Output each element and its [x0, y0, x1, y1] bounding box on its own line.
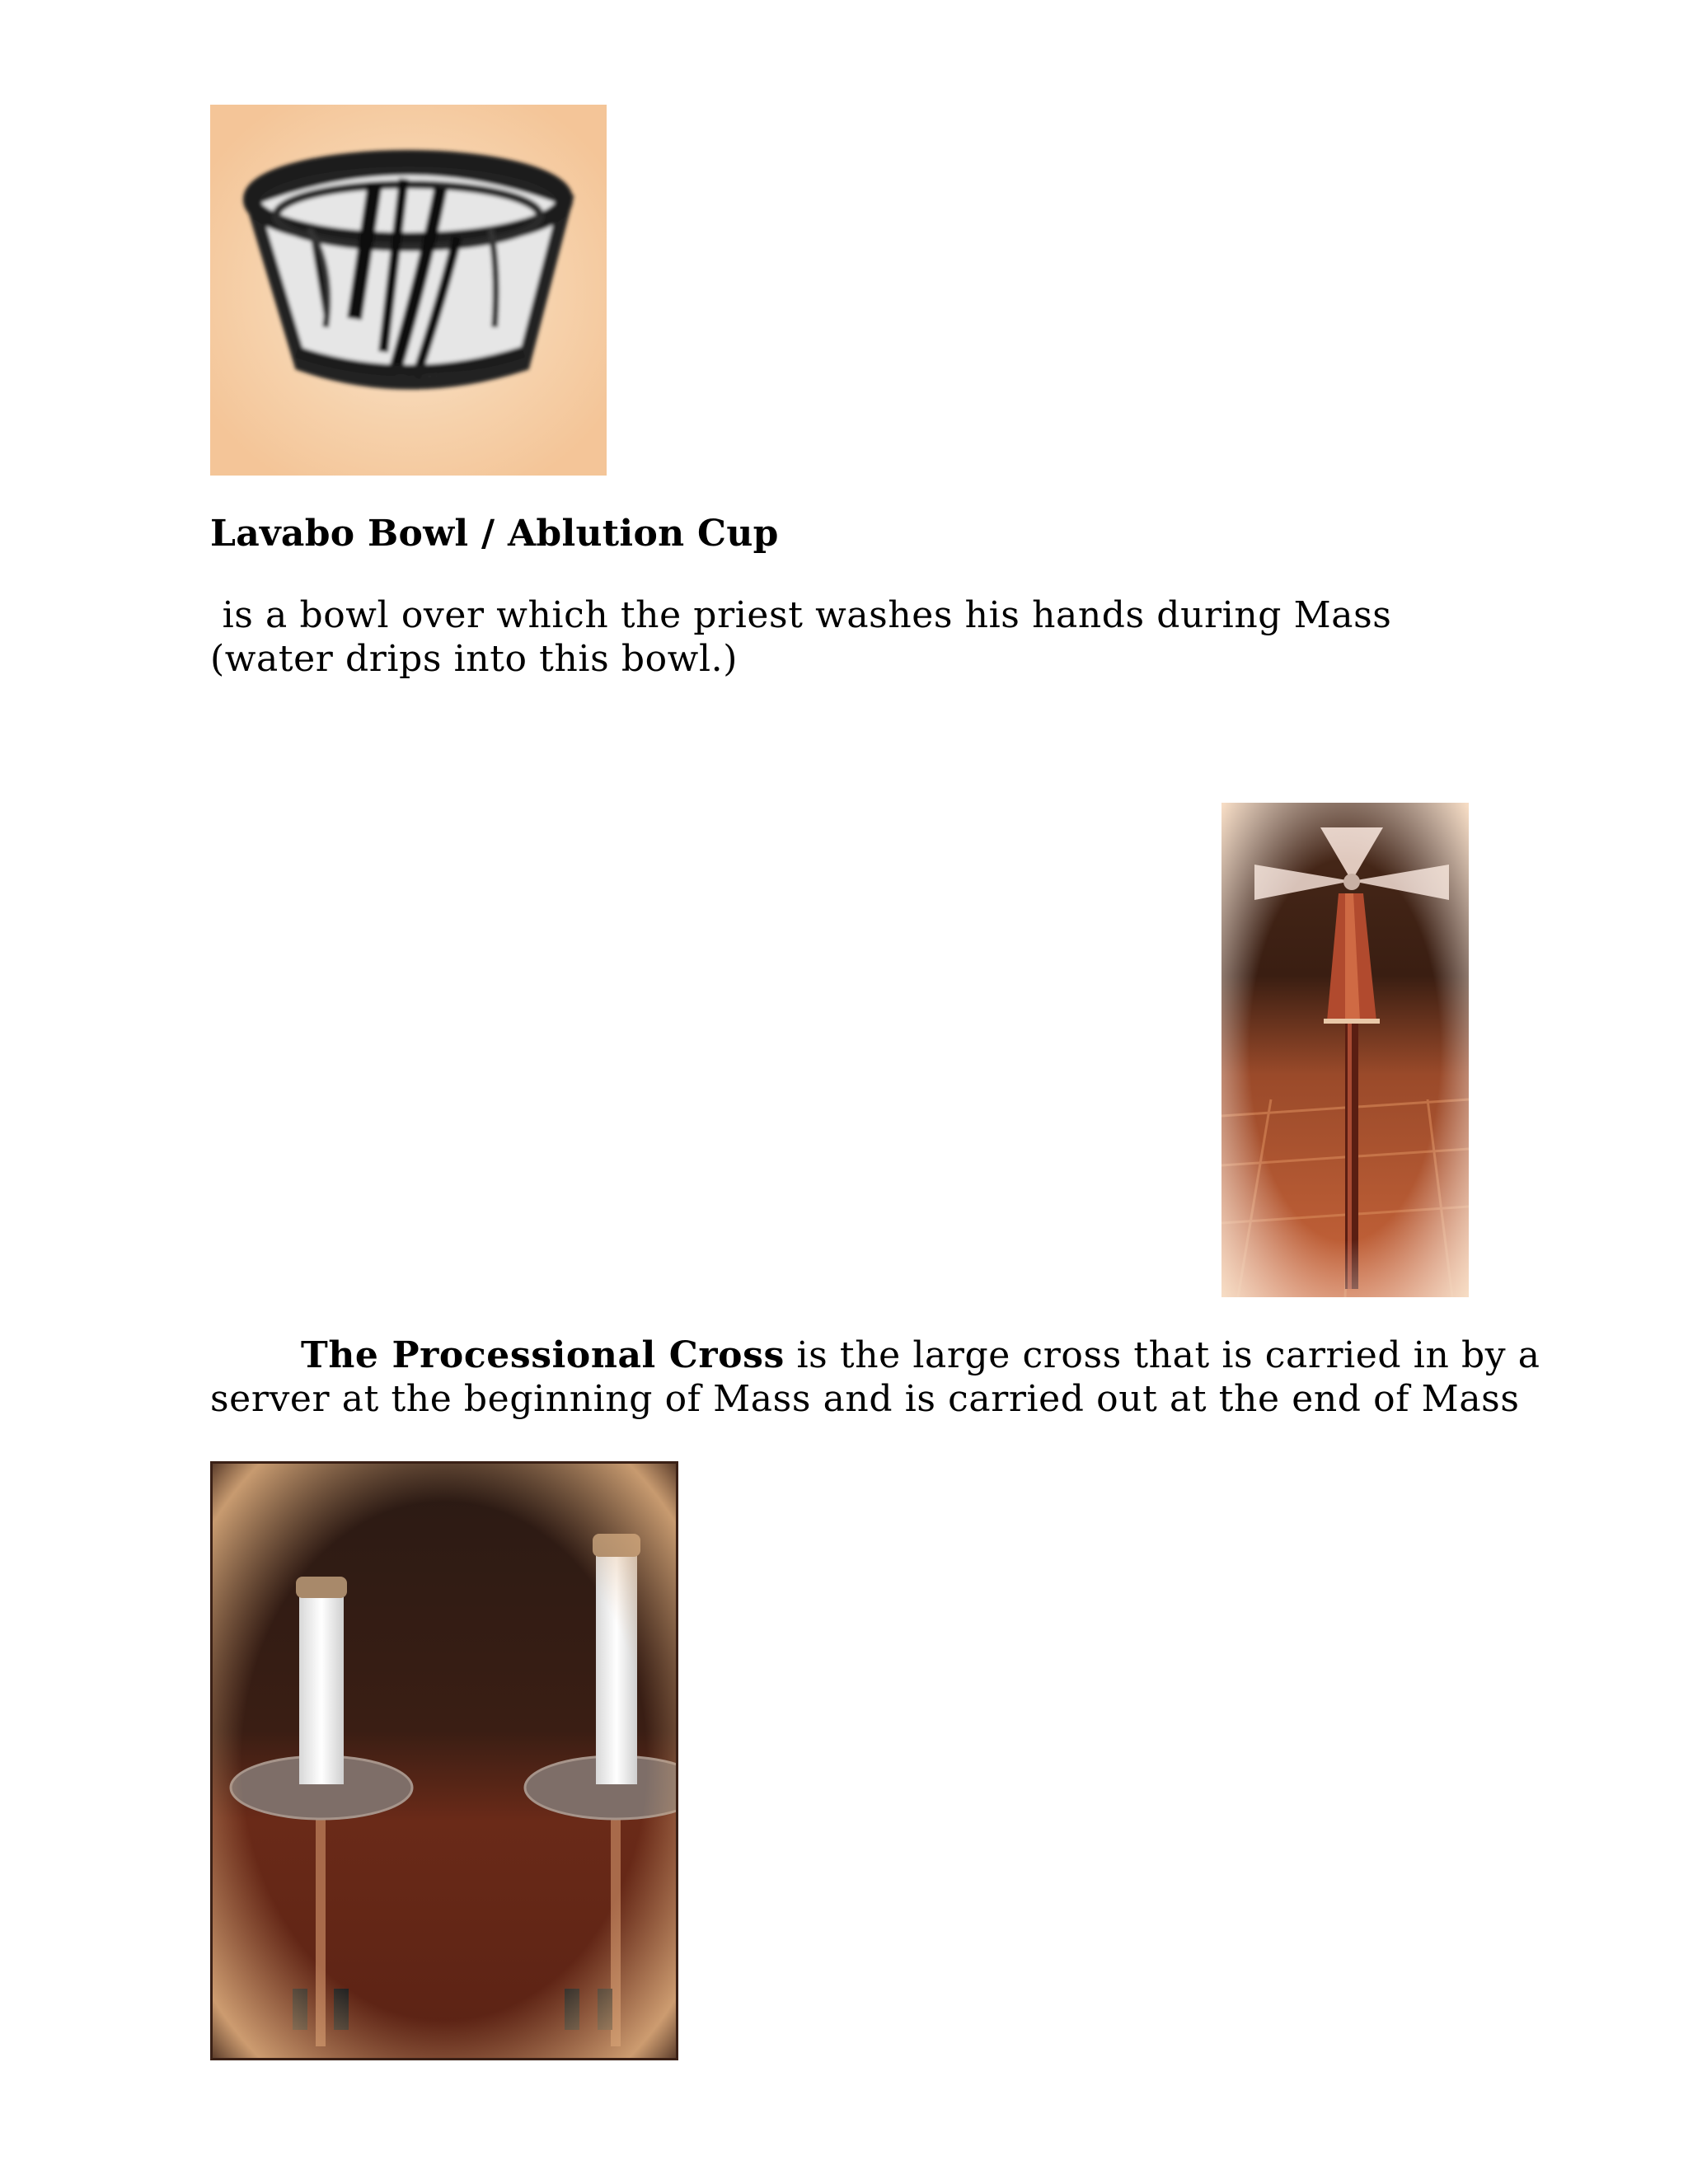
lavabo-title: Lavabo Bowl / Ablution Cup: [210, 513, 779, 555]
lavabo-desc-line1: is a bowl over which the priest washes his hands during Mass: [210, 594, 1392, 636]
lavabo-bowl-image: [210, 105, 607, 476]
cross-desc-line2: server at the beginning of Mass and is carried out at the end of Mass: [210, 1378, 1520, 1420]
lavabo-desc-line2: (water drips into this bowl.): [210, 638, 738, 680]
candles-image: [210, 1461, 678, 2060]
processional-cross-term: The Processional Cross: [301, 1334, 785, 1376]
lavabo-description: [210, 593, 1496, 681]
cross-desc-line1: is the large cross that is carried in by a: [784, 1334, 1540, 1376]
processional-cross-description: [210, 1333, 1540, 1421]
processional-cross-image: [1221, 803, 1469, 1297]
